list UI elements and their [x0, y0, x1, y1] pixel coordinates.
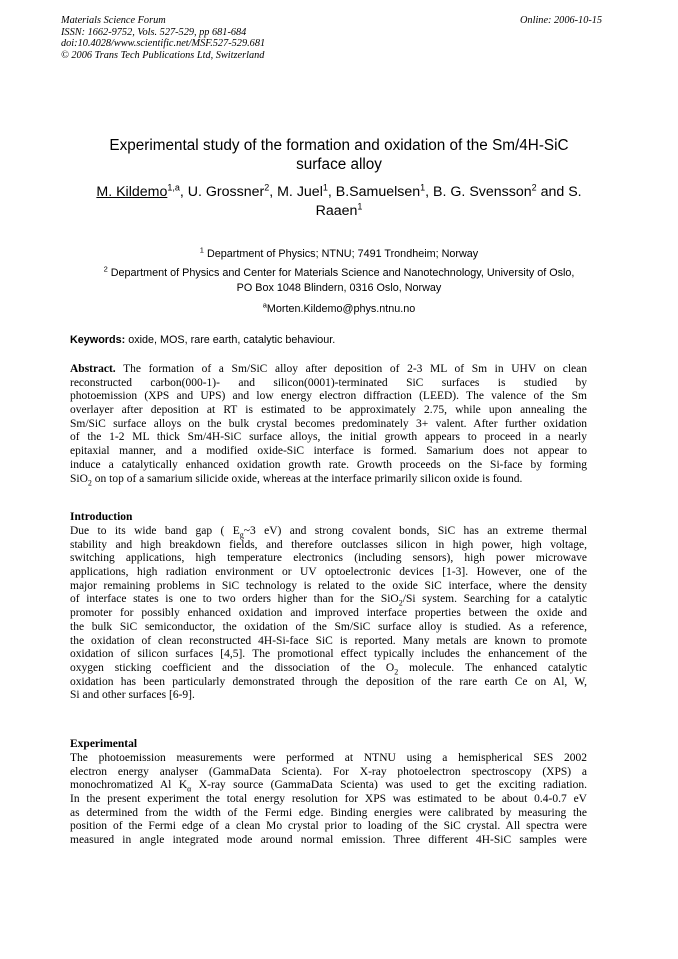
- text-fragment: X-ray source (GammaData Scienta) was used to get the exciting radiation.: [191, 779, 587, 792]
- text-line: epitaxial manner, and a modified oxide-SiC interface is formed. Samarium does not appear to: [70, 445, 587, 458]
- text-line: measured in angle integrated mode around normal emission. Three different 4H-SiC samples were: [70, 834, 587, 847]
- keywords-text: oxide, MOS, rare earth, catalytic behaviour.: [125, 334, 336, 346]
- text-line: Si and other surfaces [6-9].: [70, 689, 195, 702]
- author-kildemo: M. Kildemo: [96, 184, 168, 200]
- subscript: 2: [394, 667, 399, 677]
- keywords: [70, 333, 335, 347]
- text-line: of the 1-2 ML thick Sm/4H-SiC surface alloys, the initial growth appears to proceed in a nearly: [70, 431, 587, 444]
- text-line: [70, 662, 587, 676]
- journal-header: [61, 15, 265, 61]
- author-svensson: , B. G. Svensson: [425, 184, 532, 200]
- experimental-heading: Experimental: [70, 738, 138, 750]
- text-line: as determined from the width of the Fermi edge. Binding energies were calibrated by measuring the: [70, 806, 587, 819]
- text-line: [70, 473, 587, 487]
- text-line: The photoemission measurements were performed at NTNU using a hemispherical SES 2002: [70, 752, 587, 764]
- author-grossner: , U. Grossner: [179, 184, 265, 200]
- title-line-1: Experimental study of the formation and oxidation of the Sm/4H-SiC: [109, 137, 569, 154]
- author-email: [70, 302, 608, 317]
- text-line: In the present experiment the total energy resolution for XPS was estimated to be about 0.4-0.7 eV: [70, 793, 587, 806]
- paper-title: [70, 137, 608, 174]
- text-line: stability and high breakdown fields, and therefore outclasses silicon in high power, high voltage,: [70, 538, 587, 551]
- text-line: major remaining problems in SiC technology is related to the oxide SiC interface, where the density: [70, 579, 587, 592]
- text-line: induce a catalytically enhanced oxidation growth rate. Growth proceeds on the Si-face by forming: [70, 458, 587, 471]
- keywords-label: Keywords:: [70, 334, 126, 346]
- text-line: oxidation has been particularly demonstrated through the deposition of the rare earth Ce on Al, W,: [70, 675, 587, 688]
- text-line: [70, 525, 587, 539]
- author-juel: , M. Juel: [269, 184, 323, 200]
- abstract-paragraph: [70, 363, 587, 486]
- affiliation-sup: 1: [199, 245, 204, 255]
- text-fragment: monochromatized Al K: [70, 779, 188, 792]
- introduction-heading: Introduction: [70, 511, 133, 523]
- author-sup: 2: [531, 182, 537, 193]
- text-line: [70, 779, 587, 793]
- journal-name: Materials Science Forum: [61, 15, 166, 26]
- text-line: Sm/SiC surface alloys on the bulk crystal becomes predominately 3+ valent. After further oxidation: [70, 417, 587, 430]
- text-line: oxidation of silicon surfaces [4,5]. The promotional effect typically includes the enhancement of the: [70, 648, 587, 661]
- affiliation-1-text: Department of Physics; NTNU; 7491 Trondheim; Norway: [206, 248, 479, 260]
- experimental-paragraph: [70, 752, 587, 848]
- text-line: applications, high radiation environment or UV optoelectronic devices [1-3]. However, one of the: [70, 566, 587, 579]
- text-line: the oxidation of clean reconstructed 4H-Si-face SiC is reported. Many metals are known to promote: [70, 634, 587, 647]
- text-line: overlayer after deposition at RT is estimated to be approximately 2.75, while upon annealing the: [70, 404, 587, 417]
- affiliation-2-line-2: PO Box 1048 Blindern, 0316 Oslo, Norway: [236, 281, 442, 294]
- author-raaen-last: Raaen: [315, 202, 358, 219]
- text-fragment: of interface states is one to two orders higher than for the SiO: [70, 593, 399, 606]
- doi-link[interactable]: doi:10.4028/www.scientific.net/MSF.527-529.681: [61, 38, 266, 50]
- subscript: 2: [87, 477, 92, 487]
- subscript: g: [239, 530, 244, 540]
- author-sup: 1,a: [167, 182, 180, 193]
- author-sup: 1: [420, 182, 426, 193]
- text-fragment: on top of a samarium silicide oxide, whereas at the interface primarily silicon oxide is found.: [91, 472, 523, 485]
- text-fragment: ~3 eV) and strong covalent bonds, SiC has an extreme thermal: [243, 525, 588, 537]
- text-line: promoter for possibly enhanced oxidation and improved interface properties between the oxide and: [70, 607, 587, 620]
- author-samuelsen: , B.Samuelsen: [327, 184, 421, 200]
- issn-line: ISSN: 1662-9752, Vols. 527-529, pp 681-684: [61, 26, 247, 38]
- text-fragment: Due to its wide band gap ( E: [70, 525, 240, 537]
- email-sup: a: [262, 300, 267, 310]
- text-fragment: SiO: [70, 472, 88, 485]
- email-link[interactable]: Morten.Kildemo@phys.ntnu.no: [266, 303, 416, 315]
- introduction-paragraph: [70, 525, 587, 703]
- author-sup: 2: [264, 182, 270, 193]
- affiliation-1: [70, 247, 608, 262]
- copyright-line: © 2006 Trans Tech Publications Ltd, Switzerland: [61, 49, 265, 61]
- text-line: position of the Fermi edge of a clean Mo crystal prior to loading of the SiC crystal. All spectra were: [70, 820, 587, 833]
- text-line: electron energy analyser (GammaData Scienta). For X-ray photoelectron spectroscopy (XPS) a: [70, 765, 587, 778]
- text-line: [70, 363, 587, 377]
- affiliation-2-line-1: Department of Physics and Center for Materials Science and Nanotechnology, University of Oslo,: [110, 267, 575, 279]
- text-fragment: oxygen sticking coefficient and the dissociation of the O: [70, 661, 395, 674]
- text-line: switching applications, high temperature electronics (including sensors), high power microwave: [70, 552, 587, 565]
- author-list: [70, 183, 608, 220]
- text-line: [70, 593, 587, 607]
- author-sup: 1: [322, 182, 328, 193]
- author-sup: 1: [357, 200, 363, 211]
- abstract-text: The formation of a Sm/SiC alloy after deposition of 2-3 ML of Sm in UHV on clean: [115, 363, 587, 375]
- affiliation-2: [70, 266, 608, 295]
- abstract-label: Abstract.: [70, 363, 116, 375]
- text-line: photoemission (XPS and UPS) and low energy electron diffraction (LEED). The valence of the Sm: [70, 390, 587, 403]
- online-date: Online: 2006-10-15: [520, 15, 603, 26]
- subscript: 2: [398, 598, 403, 608]
- affiliation-sup: 2: [103, 264, 108, 274]
- subscript: α: [187, 784, 192, 794]
- title-line-2: surface alloy: [296, 155, 382, 173]
- text-line: the bulk SiC semiconductor, the oxidation of the Sm/SiC surface alloy is studied. As a reference,: [70, 620, 587, 633]
- text-fragment: molecule. The enhanced catalytic: [398, 661, 588, 674]
- text-fragment: /Si system. Searching for a catalytic: [402, 593, 587, 606]
- author-raaen-first: and S.: [536, 184, 582, 200]
- text-line: reconstructed carbon(000-1)- and silicon(0001)-terminated SiC surfaces is studied by: [70, 376, 587, 389]
